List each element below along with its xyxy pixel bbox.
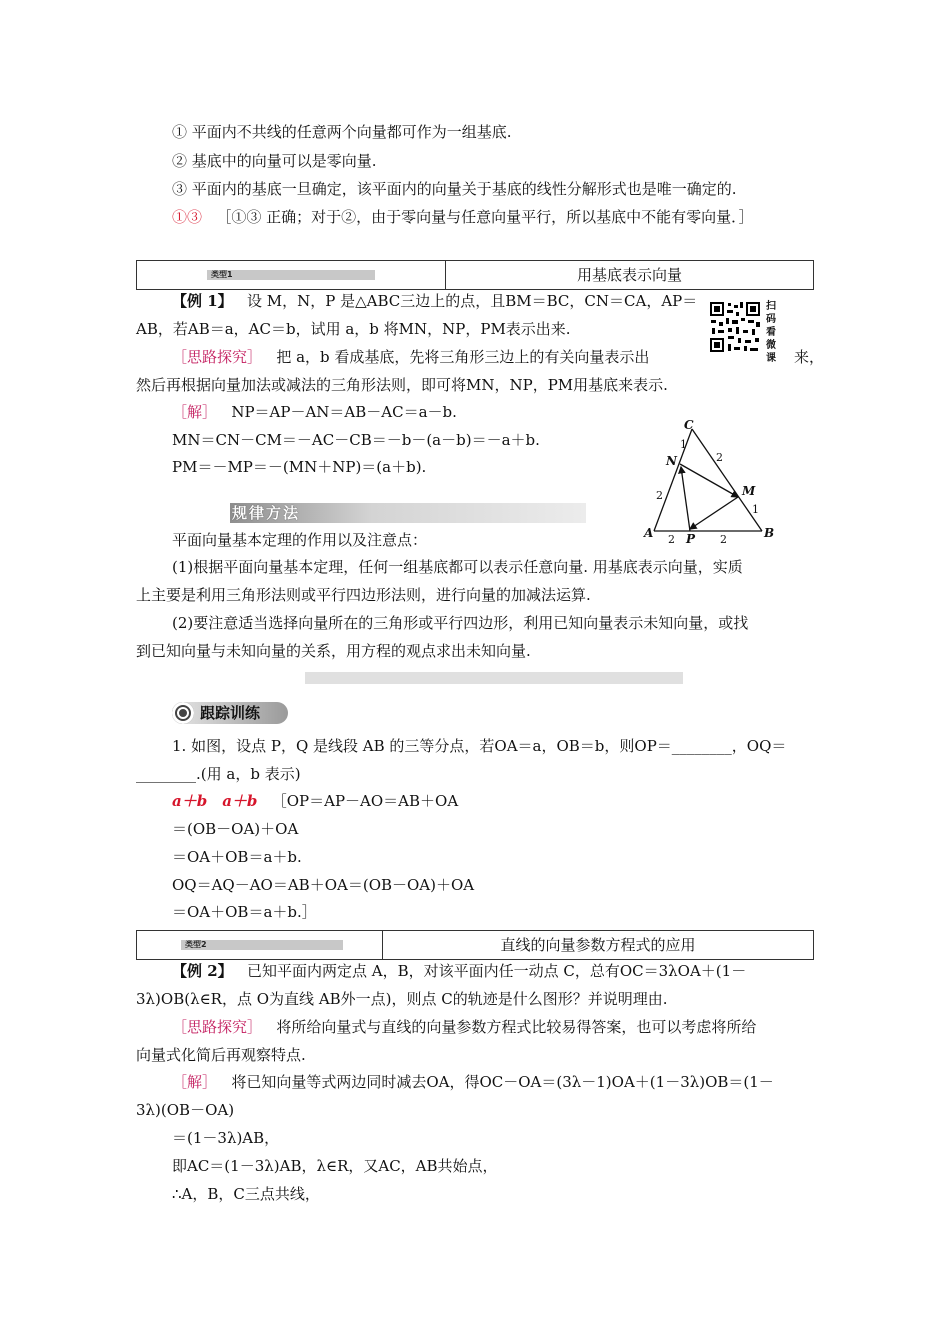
example-2-solution-line-3: ＝(1－3λ)AB， bbox=[172, 1129, 280, 1147]
method-banner-title: 规律方法 bbox=[232, 504, 301, 522]
example-1-idea-label: ［思路探究］ bbox=[172, 348, 263, 366]
label-cn-1: 1 bbox=[680, 438, 687, 451]
training-banner bbox=[172, 702, 288, 724]
type-1-header bbox=[136, 260, 814, 290]
type-1-title: 用基底表示向量 bbox=[576, 266, 682, 284]
statement-2: ② 基底中的向量可以是零向量. bbox=[172, 152, 377, 170]
example-2-solution-line-4: 即AC＝(1－3λ)AB，λ∈R，又AC，AB共始点， bbox=[172, 1157, 498, 1175]
label-ap-2: 2 bbox=[668, 533, 675, 545]
label-p: P bbox=[686, 532, 696, 545]
training-answer-line bbox=[172, 787, 458, 815]
method-intro: 平面向量基本定理的作用以及注意点： bbox=[172, 531, 428, 549]
training-answer: a＋b a＋b bbox=[172, 792, 258, 810]
example-2-question-line-2: 3λ)OB(λ∈R，点 O为直线 AB外一点)，则点 C的轨迹是什么图形？并说明理由. bbox=[136, 990, 668, 1008]
example-1-question-line-2: AB，若AB＝a，AC＝b，试用 a，b 将MN，NP，PM表示出来. bbox=[136, 320, 571, 338]
training-answer-1: ［OP＝AP－AO＝AB＋OA bbox=[271, 792, 459, 810]
target-icon bbox=[172, 702, 194, 724]
example-2-solution-a: 将已知向量等式两边同时减去OA，得OC－OA＝(3λ－1)OA＋(1－3λ)OB＝(1－ bbox=[231, 1073, 774, 1091]
example-2-question-a: 已知平面内两定点 A，B，对该平面内任一动点 C，总有OC＝3λOA＋(1－ bbox=[246, 962, 747, 980]
label-b: B bbox=[764, 526, 775, 540]
example-1-idea-tail: 来， bbox=[794, 348, 825, 366]
section-divider bbox=[305, 672, 683, 684]
example-1-question-a: 设 M，N，P 是△ABC三边上的点，且BM＝BC，CN＝CA，AP＝ bbox=[246, 292, 698, 310]
type-1-tag: 类型1 bbox=[207, 270, 375, 280]
label-n: N bbox=[666, 454, 677, 468]
qr-code-caption: 扫码看微课 bbox=[766, 301, 776, 364]
label-an-2: 2 bbox=[656, 489, 663, 502]
method-point-1b: 上主要是利用三角形法则或平行四边形法则，进行向量的加减法运算. bbox=[136, 586, 591, 604]
statement-1: ① 平面内不共线的任意两个向量都可作为一组基底. bbox=[172, 123, 512, 141]
example-1-label: 【例 1】 bbox=[172, 292, 233, 310]
example-2-solution-line-5: ∴A，B，C三点共线， bbox=[172, 1185, 320, 1203]
example-2-question-line-1 bbox=[172, 957, 746, 985]
answer-choice: ①③ bbox=[172, 208, 203, 226]
example-1-idea-line-1 bbox=[172, 343, 649, 371]
example-2-solution-line-2: 3λ)(OB－OA) bbox=[136, 1101, 235, 1119]
answer-explanation: ［①③ 正确；对于②，由于零向量与任意向量平行，所以基底中不能有零向量．］ bbox=[216, 208, 754, 226]
example-1-solution-label: ［解］ bbox=[172, 403, 218, 421]
statement-3: ③ 平面内的基底一旦确定，该平面内的向量关于基底的线性分解形式也是唯一确定的. bbox=[172, 180, 737, 198]
answer-line bbox=[172, 203, 754, 231]
method-point-1a: (1)根据平面向量基本定理，任何一组基底都可以表示任意向量. 用基底表示向量，实质 bbox=[172, 558, 743, 576]
example-2-idea-label: ［思路探究］ bbox=[172, 1018, 263, 1036]
method-point-2b: 到已知向量与未知向量的关系，用方程的观点求出未知向量. bbox=[136, 642, 531, 660]
qr-code-icon[interactable] bbox=[708, 300, 762, 354]
example-2-label: 【例 2】 bbox=[172, 962, 233, 980]
training-answer-5: ＝OA＋OB＝a＋b.］ bbox=[172, 903, 317, 921]
example-2-solution-line-1 bbox=[172, 1068, 774, 1096]
label-pb-2: 2 bbox=[720, 533, 727, 545]
training-answer-4: OQ＝AQ－AO＝AB＋OA＝(OB－OA)＋OA bbox=[172, 876, 475, 894]
training-question-1b: ________.(用 a，b 表示) bbox=[136, 765, 301, 783]
example-1-idea-a: 把 a，b 看成基底，先将三角形三边上的有关向量表示出 bbox=[276, 348, 650, 366]
training-answer-2: ＝(OB－OA)＋OA bbox=[172, 820, 299, 838]
example-1-solution-np: NP＝AP－AN＝AB－AC＝a－b. bbox=[231, 403, 457, 421]
triangle-figure bbox=[640, 415, 780, 545]
label-c: C bbox=[684, 418, 694, 432]
training-answer-3: ＝OA＋OB＝a＋b. bbox=[172, 848, 302, 866]
label-m: M bbox=[742, 484, 756, 498]
example-1-question-line-1 bbox=[172, 287, 697, 315]
type-2-header bbox=[136, 930, 814, 960]
training-title: 跟踪训练 bbox=[200, 704, 261, 722]
example-2-idea-line-1 bbox=[172, 1013, 756, 1041]
example-2-idea-a: 将所给向量式与直线的向量参数方程式比较易得答案，也可以考虑将所给 bbox=[276, 1018, 757, 1036]
example-1-solution-line-1 bbox=[172, 398, 457, 426]
label-mb-1: 1 bbox=[752, 503, 759, 516]
example-1-solution-mn: MN＝CN－CM＝－AC－CB＝－b－(a－b)＝－a＋b. bbox=[172, 431, 540, 449]
label-a: A bbox=[644, 526, 654, 540]
type-2-tag: 类型2 bbox=[181, 940, 343, 950]
vector-mp bbox=[690, 497, 738, 529]
example-1-solution-pm: PM＝－MP＝－(MN＋NP)＝(a＋b). bbox=[172, 458, 427, 476]
label-cm-2: 2 bbox=[716, 451, 723, 464]
example-2-solution-label: ［解］ bbox=[172, 1073, 218, 1091]
type-2-title: 直线的向量参数方程式的应用 bbox=[500, 936, 696, 954]
vector-nm bbox=[680, 464, 738, 497]
vector-pn bbox=[681, 467, 690, 531]
example-1-idea-line-2: 然后再根据向量加法或减法的三角形法则，即可将MN，NP，PM用基底来表示. bbox=[136, 376, 668, 394]
method-point-2a: (2)要注意适当选择向量所在的三角形或平行四边形，利用已知向量表示未知向量，或找 bbox=[172, 614, 749, 632]
training-question-1a: 1. 如图，设点 P，Q 是线段 AB 的三等分点，若OA＝a，OB＝b，则OP＝________，OQ＝ bbox=[172, 737, 787, 755]
example-2-idea-line-2: 向量式化简后再观察特点. bbox=[136, 1046, 306, 1064]
method-banner bbox=[230, 503, 586, 523]
